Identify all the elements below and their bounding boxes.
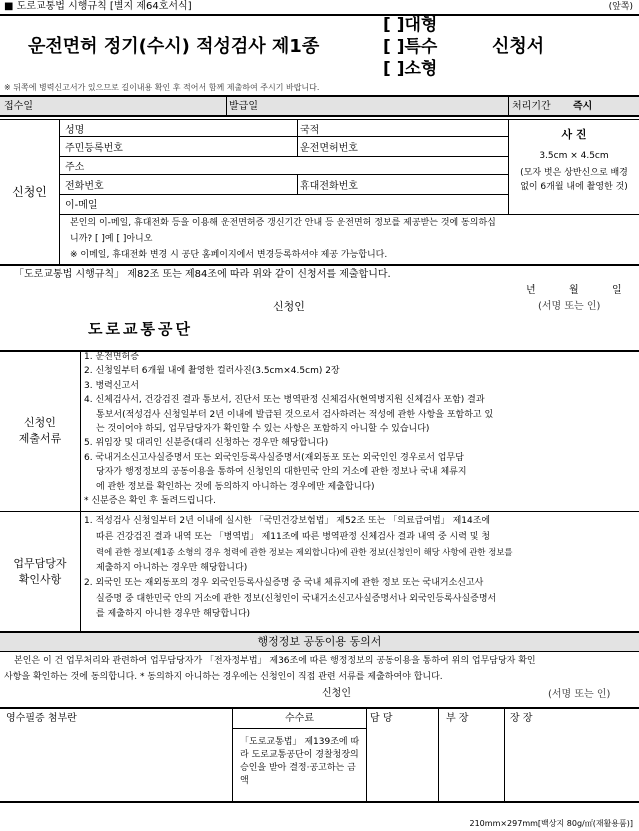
contact-consent-options[interactable]: 니까? [ ]예 [ ]아니오 [70,234,153,244]
license-number-field[interactable]: 운전면허번호 [300,143,358,154]
mobile-field[interactable]: 휴대전화번호 [300,181,358,192]
photo-size: 3.5cm × 4.5cm [539,151,609,161]
divider [80,352,81,631]
list-item: 2. 신청일부터 6개월 내에 촬영한 컬러사진(3.5cm×4.5cm) 2장 [84,366,340,377]
list-item: 6. 국내거소신고사실증명서 또는 외국인등록사실증명서(재외동포 또는 외국인인 경우로서 업무담 [84,452,464,463]
divider [297,119,298,136]
list-item: 실증명 중 대한민국 안의 거소에 관한 정보(신청인이 국내거소신고사실증명서나 외국인등록사실증명서 [96,593,497,604]
photo-box[interactable] [509,119,639,214]
list-item: 5. 위임장 및 대리인 신분증(대리 신청하는 경우만 해당합니다) [84,438,329,449]
receipt-bottom-rule [0,115,639,117]
approval-section-head: 부 장 [446,713,469,724]
officer-check-list [84,514,634,623]
sharing-signature-field[interactable]: (서명 또는 인) [548,689,611,700]
divider [508,97,509,115]
applicant-section-label: 신청인 [12,185,47,199]
phone-field[interactable]: 전화번호 [65,181,104,192]
photo-note: (모자 벗은 상반신으로 배경 없이 6개월 내에 촬영한 것) [520,168,628,192]
option-small: [ ]소형 [383,59,438,79]
issue-date-label: 발급일 [229,101,258,112]
list-item: 통보서(적성검사 신청일부터 2년 이내에 발급된 것으로서 검사하려는 적성에 관한 사항을 포함하고 있 [96,409,494,420]
date-month[interactable]: 월 [569,285,579,296]
rule [59,136,509,137]
processing-period-value: 즉시 [573,101,593,112]
signature-label: 신청인 [273,300,305,313]
signature-field[interactable]: (서명 또는 인) [538,301,601,312]
divider [504,709,505,801]
officer-label-line1: 업무담당자 [13,556,67,570]
list-item: 따른 건강검진 결과 내역 또는 「병역법」 제11조에 따른 병역판정 신체검사 결과 내역 중 시력 및 청 [96,531,491,542]
list-item: 1. 운전면허증 [84,352,139,362]
list-item: 2. 외국인 또는 재외동포의 경우 외국인등록사실증명 중 국내 체류지에 관한 정보 또는 국내거소신고사 [84,578,484,588]
submission-statement: 「도로교통법 시행규칙」 제82조 또는 제84조에 따라 위와 같이 신청서를 제출합니다. [14,269,391,280]
divider [366,709,367,801]
fee-description: 「도로교통법」 제139조에 따라 도로교통공단이 경찰청장의 승인을 받아 결정·공고하는 금액 [240,737,360,786]
list-item: 1. 적성검사 신청일부터 2년 이내에 실시한 「국민건강보험법」 제52조 또는 「의료급여법」 제14조에 [84,516,491,526]
option-special: [ ]특수 [383,37,438,57]
rule [59,156,509,157]
backside-notice: ※ 뒤쪽에 병력신고서가 있으므로 길이내용 확인 후 적어서 함께 제출하여 주시기 바랍니다. [4,83,320,92]
divider [438,709,439,801]
approval-director: 장 장 [510,713,533,724]
sharing-consent-title: 행정정보 공동이용 동의서 [0,633,639,651]
rule [59,174,509,175]
contact-consent-note: ※ 이메일, 휴대전화 변경 시 공단 홈페이지에서 변경등록하셔야 제공 가능합니다. [70,250,388,260]
divider [59,119,60,264]
nationality-field[interactable]: 국적 [300,125,320,136]
list-item: 에 관한 정보를 확인하는 것에 동의하지 아니하는 경우에만 제출합니다) [96,481,375,492]
email-field[interactable]: 이-메일 [65,200,98,211]
revenue-stamp-label: 영수필증 첨부란 [6,713,77,724]
rule [59,194,509,195]
documents-label [0,352,80,510]
date-year[interactable]: 년 [526,285,536,296]
receipt-number-label: 접수일 [4,101,33,112]
rule [0,511,639,512]
divider [297,136,298,156]
list-item: 력에 관한 정보(제1종 소형의 경우 청력에 관한 정보는 제외합니다)에 관한 정보(신청인이 해당 사항에 관한 정보를 [96,547,513,557]
approval-charge: 담 당 [370,713,393,724]
form-reference: ■ 도로교통법 시행규칙 [별지 제64호서식] [4,1,192,12]
date-day[interactable]: 일 [612,285,622,296]
sharing-consent-text-1: 본인은 이 건 업무처리와 관련하여 업무담당자가 「전자정부법」 제36조에 따른 행정정보의 공동이용을 통하여 위의 업무담당자 확인 [14,656,536,666]
list-item: 제출하지 아니하는 경우만 해당합니다) [96,562,248,573]
rule [0,707,639,709]
name-field[interactable]: 성명 [65,125,85,136]
form-title: 운전면허 정기(수시) 적성검사 제1종 [28,36,320,57]
officer-label-line2: 확인사항 [18,572,62,586]
list-item: 를 제출하지 아니한 경우만 해당합니다) [96,609,251,619]
rule [59,214,639,215]
list-item: 당자가 행정정보의 공동이용을 통하여 신청인의 대한민국 안의 거소에 관한 정보나 국내 체류지 [96,467,467,478]
top-rule [0,14,639,16]
fee-label: 수수료 [285,713,314,724]
option-large: [ ]대형 [383,15,438,35]
rule [0,264,639,266]
documents-label-line1: 신청인 [24,416,56,429]
recipient-agency: 도로교통공단 [88,320,193,338]
rule [0,651,639,652]
rule [0,801,639,803]
divider [226,97,227,115]
paper-spec: 210mm×297mm[백상지 80g/㎡(재활용품)] [469,819,633,828]
officer-check-label [0,512,80,631]
photo-title: 사 진 [561,128,587,141]
documents-label-line2: 제출서류 [18,432,62,445]
list-item: * 신분증은 확인 후 돌려드립니다. [84,496,216,507]
list-item: 4. 신체검사서, 건강검진 결과 통보서, 진단서 또는 병역판정 신체검사(현역병지원 신체검사 포함) 결과 [84,395,485,406]
sharing-consent-text-2: 사항을 확인하는 것에 동의합니다. * 동의하지 아니하는 경우에는 신청인이 직접 관련 서류를 제출하여야 합니다. [4,672,443,682]
processing-period-label: 처리기간 [512,101,551,112]
address-field[interactable]: 주소 [65,162,85,173]
contact-consent-question: 본인의 이-메일, 휴대전화 등을 이용해 운전면허증 갱신기간 안내 등 운전면허 정보를 제공받는 것에 동의하십 [70,218,496,228]
documents-list [84,350,634,508]
divider [297,174,298,194]
list-item: 는 것이어야 하되, 업무담당자가 확인할 수 있는 사항은 포함하지 아니할 수 있습니다) [96,424,430,435]
form-title-suffix: 신청서 [492,36,545,57]
sharing-signature-label: 신청인 [322,688,351,699]
list-item: 3. 병력신고서 [84,380,139,391]
rrn-field[interactable]: 주민등록번호 [65,143,123,154]
rule [232,728,367,729]
page-side: (앞쪽) [608,2,633,12]
